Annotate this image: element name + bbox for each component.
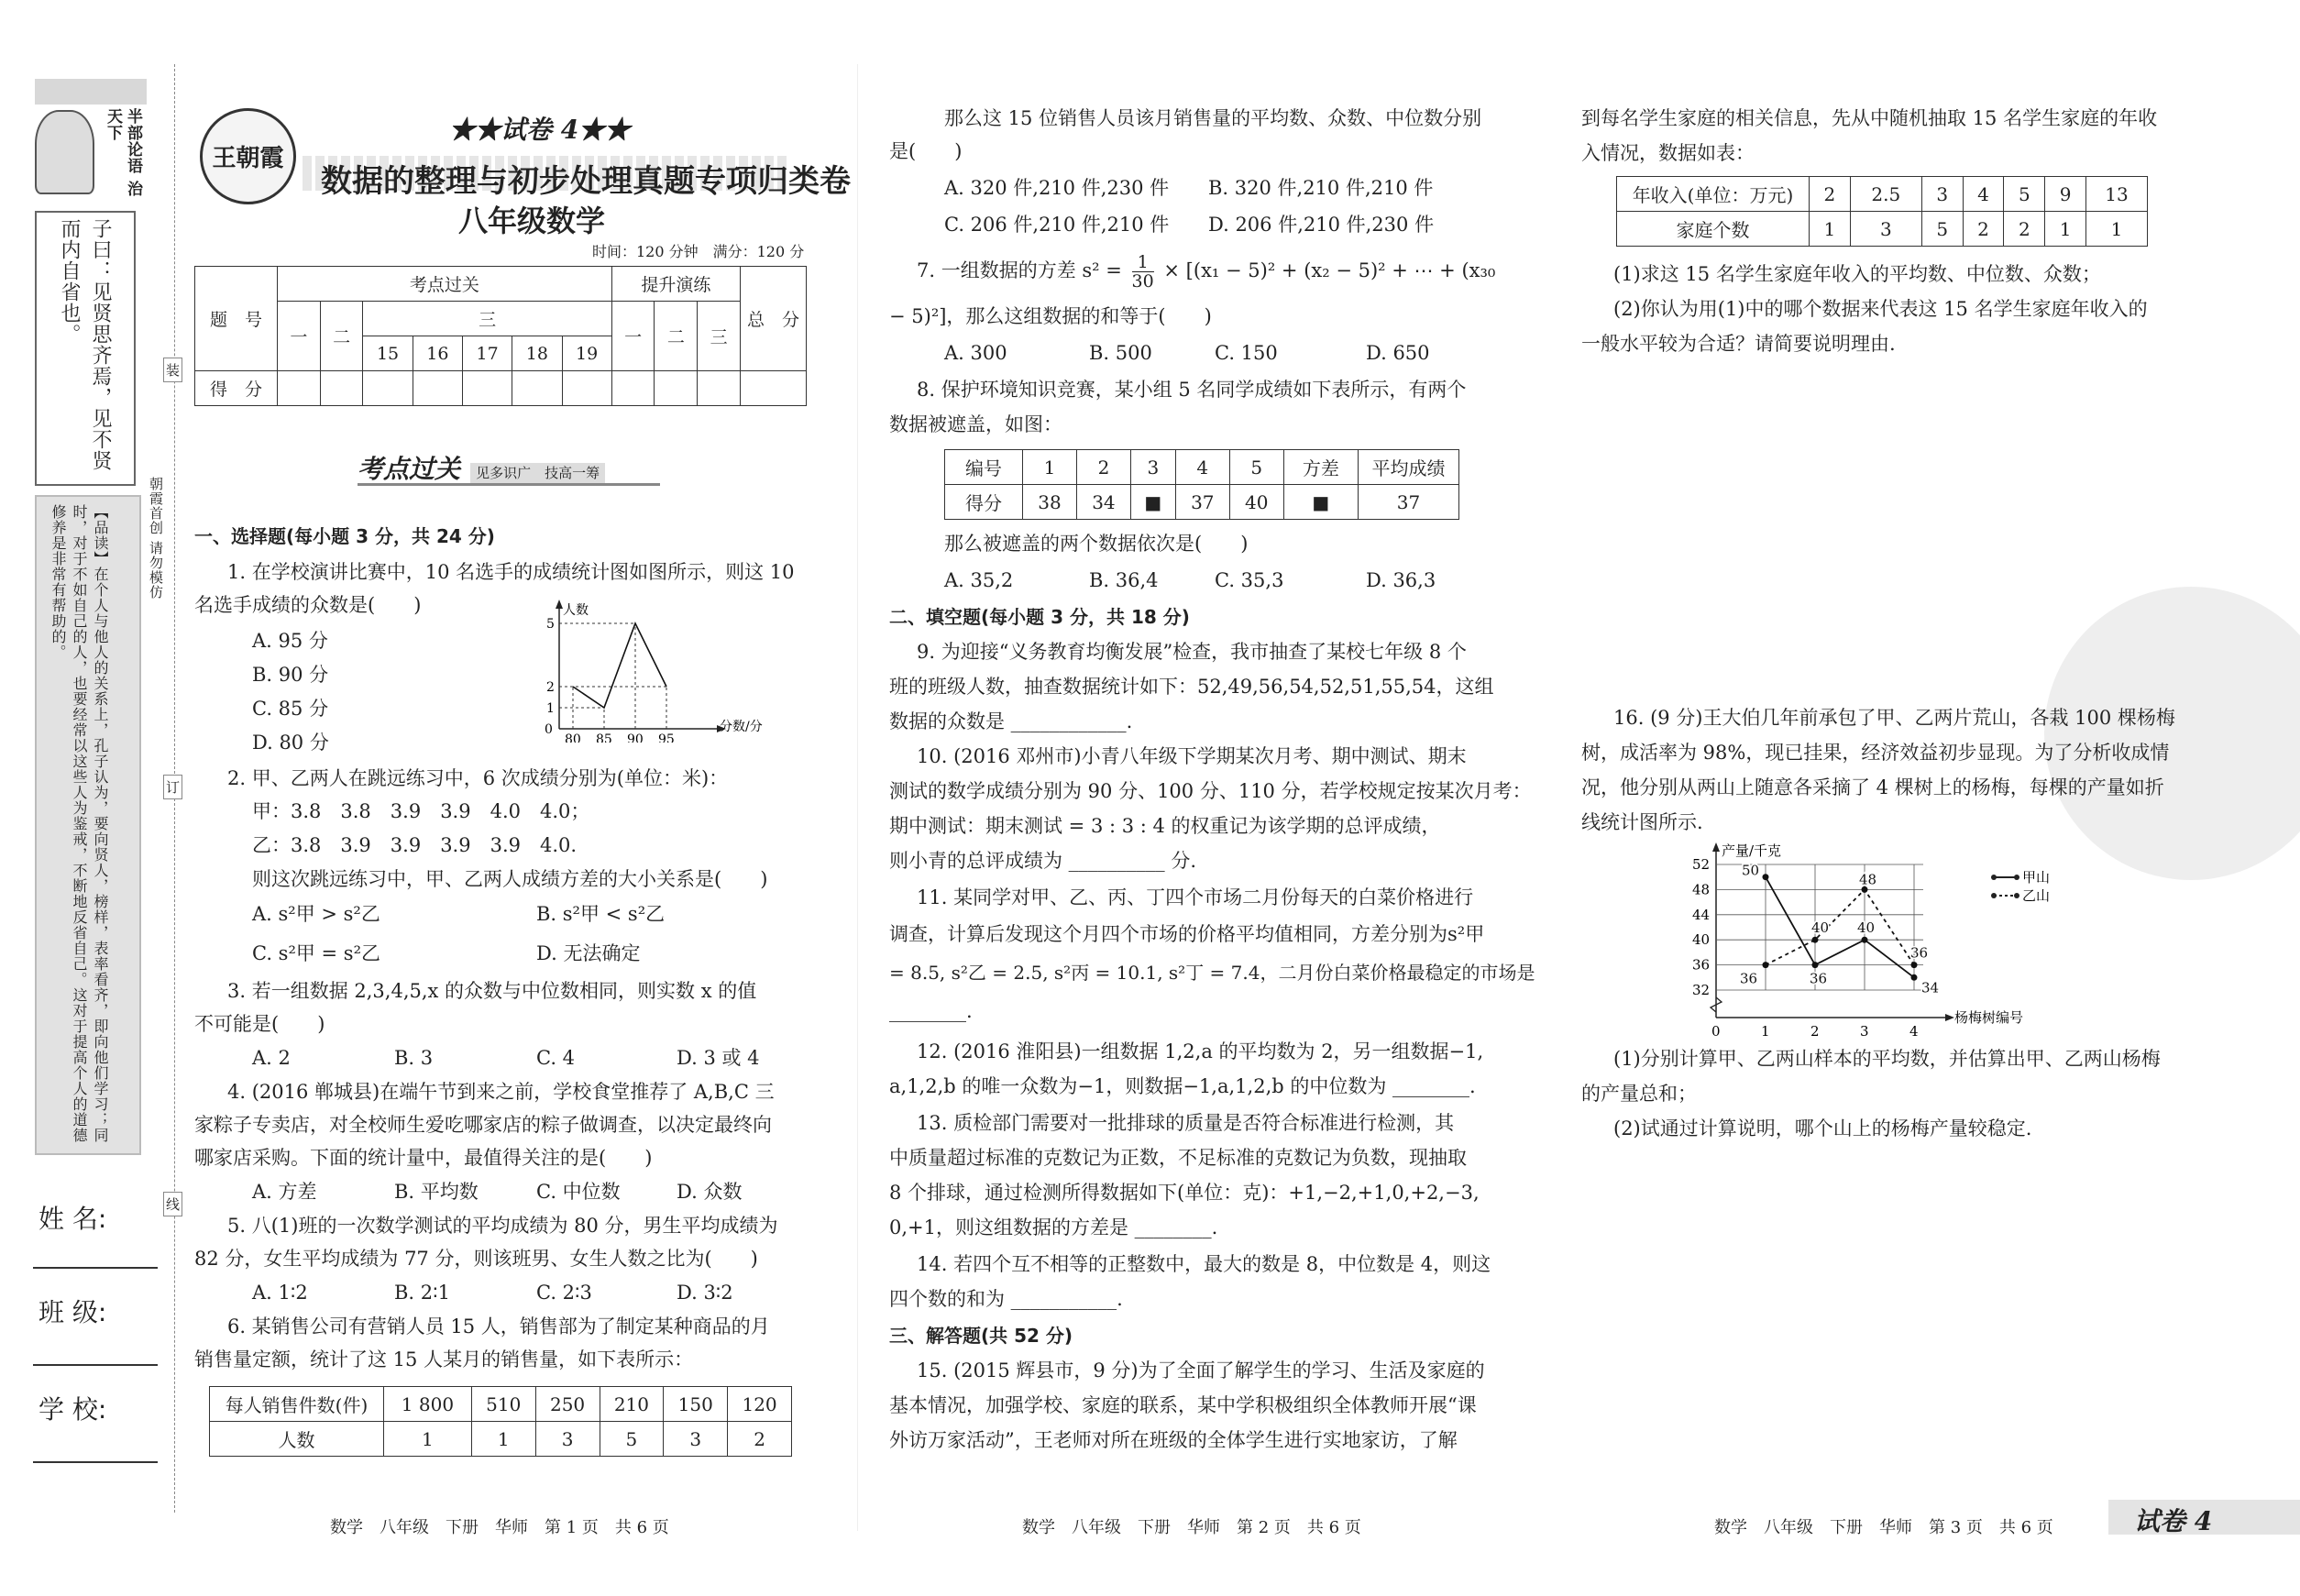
chart2-y-tick: 52 [1692, 856, 1711, 873]
name-field[interactable] [33, 1267, 158, 1269]
q6-option-b[interactable]: B. 320 件,210 件,210 件 [1208, 177, 1434, 199]
footer-tag: 试卷 4 [2134, 1506, 2213, 1536]
q2-ask: 则这次跳远练习中，甲、乙两人成绩方差的大小关系是( ) [252, 868, 768, 890]
cut-line-notice: 朝霞首创 请勿模仿 [148, 477, 164, 600]
q15-income: 3 [1921, 177, 1963, 212]
chart2-data-label: 40 [1811, 919, 1830, 937]
q7-line-1b: × [(x₁ − 5)² + (x₂ − 5)² + ⋯ + (x₃₀ [1163, 259, 1496, 281]
q1-chart [523, 596, 770, 743]
q15-part-1: (1)求这 15 名学生家庭年收入的平均数、中位数、众数； [1613, 263, 2101, 285]
q8-option-a[interactable]: A. 35,2 [944, 569, 1014, 591]
q6-sales-table [209, 1386, 792, 1457]
score-row-label: 得 分 [195, 371, 278, 406]
q2-option-a[interactable]: A. s²甲 > s²乙 [252, 903, 380, 925]
chart2-data-label: 40 [1857, 919, 1876, 937]
q6-sales-value: 210 [600, 1387, 664, 1422]
legend-yi-dot [2014, 893, 2019, 898]
score-col-18: 18 [512, 336, 562, 371]
q1-option-a[interactable]: A. 95 分 [252, 630, 328, 652]
chart1-y-tick: 0 [545, 722, 553, 737]
q15-income: 2.5 [1850, 177, 1921, 212]
fold-mark-1: 装 [163, 358, 182, 382]
q16-part-3: (2)试通过计算说明，哪个山上的杨梅产量较稳定. [1613, 1117, 2032, 1139]
score-cell[interactable] [363, 371, 413, 406]
chart2-data-label: 36 [1740, 970, 1758, 987]
score-col-p1: 一 [611, 302, 655, 371]
q6-sales-value: 250 [535, 1387, 600, 1422]
score-group-kaodian: 考点过关 [278, 267, 612, 302]
q6-count-value: 1 [384, 1422, 472, 1457]
fold-mark-3: 线 [163, 1192, 182, 1216]
q7-option-a[interactable]: A. 300 [944, 342, 1007, 364]
score-total: 总 分 [741, 267, 807, 371]
q16-line-2: 树，成活率为 98%，现已挂果，经济效益初步显现。为了分析收成情 [1581, 742, 2170, 764]
q16-line-1: 16. (9 分)王大伯几年前承包了甲、乙两片荒山，各栽 100 棵杨梅 [1613, 707, 2175, 729]
q3-option-b[interactable]: B. 3 [394, 1047, 434, 1069]
q6-line-3: 那么这 15 位销售人员该月销售量的平均数、众数、中位数分别 [944, 107, 1482, 129]
q6-line-2: 销售量定额，统计了这 15 人某月的销售量，如下表所示： [194, 1348, 694, 1370]
q8-td-hidden: ■ [1130, 485, 1175, 520]
q7-line-2: − 5)²]，那么这组数据的和等于( ) [889, 305, 1212, 327]
q6-option-d[interactable]: D. 206 件,210 件,230 件 [1208, 214, 1435, 236]
q15-count: 2 [1963, 212, 2004, 247]
brand-logo [200, 108, 296, 204]
chart2-data-label: 36 [1810, 970, 1828, 987]
score-cell[interactable] [462, 371, 512, 406]
q8-th: 2 [1076, 450, 1130, 485]
chart1-xlabel: 分数/分 [720, 720, 763, 734]
score-col-15: 15 [363, 336, 413, 371]
chart2-x-tick: 1 [1761, 1023, 1770, 1040]
chart1-y-tick: 2 [546, 680, 555, 695]
q12-line-1: 12. (2016 淮阳县)一组数据 1,2,a 的平均数为 2，另一组数据−1, [917, 1040, 1484, 1062]
name-label: 姓 名: [39, 1204, 107, 1234]
fold-mark-2: 订 [163, 775, 182, 799]
chart2-x-tick: 2 [1810, 1023, 1820, 1040]
chart2-y-arrow [1712, 842, 1720, 852]
chart2-point-yi [1812, 937, 1819, 943]
q1-option-c[interactable]: C. 85 分 [252, 698, 329, 720]
q12-line-2: a,1,2,b 的唯一众数为−1，则数据−1,a,1,2,b 的中位数为 ________. [889, 1075, 1476, 1097]
q15-part-2: (2)你认为用(1)中的哪个数据来代表这 15 名学生家庭年收入的 [1613, 298, 2148, 320]
chart1-x-tick: 80 [565, 732, 581, 743]
q1-stem-2: 名选手成绩的众数是( ) [194, 594, 422, 616]
chart2-point-yi [1911, 962, 1918, 968]
q2-option-d[interactable]: D. 无法确定 [536, 942, 641, 964]
q10-line-3: 期中测试：期末测试 = 3 : 3 : 4 的权重记为该学期的总评成绩， [889, 815, 1441, 837]
class-field[interactable] [33, 1364, 158, 1366]
score-col-p2: 二 [655, 302, 698, 371]
q1-option-d[interactable]: D. 80 分 [252, 732, 329, 754]
score-cell[interactable] [512, 371, 562, 406]
score-cell[interactable] [278, 371, 321, 406]
q15-count: 5 [1921, 212, 1963, 247]
chart2-point-jia [1911, 974, 1918, 981]
score-col-16: 16 [413, 336, 462, 371]
q3-stem-1: 3. 若一组数据 2,3,4,5,x 的众数与中位数相同，则实数 x 的值 [227, 980, 757, 1002]
banner-main: 考点过关 [358, 454, 461, 484]
q4-option-b[interactable]: B. 平均数 [394, 1181, 479, 1203]
chart2-x-tick: 3 [1860, 1023, 1869, 1040]
score-cell[interactable] [741, 371, 807, 406]
q8-th: 1 [1023, 450, 1077, 485]
section-banner [358, 449, 660, 486]
chart2-x-tick: 0 [1711, 1023, 1721, 1040]
chart2-point-jia [1812, 962, 1819, 968]
q8-td: 37 [1175, 485, 1229, 520]
q13-line-2: 中质量超过标准的克数记为正数，不足标准的克数记为负数，现抽取 [889, 1147, 1467, 1169]
q14-line-2: 四个数的和为 ___________. [889, 1288, 1123, 1310]
q10-line-4: 则小青的总评成绩为 __________ 分. [889, 850, 1197, 872]
chart1-x-tick: 95 [658, 732, 675, 743]
q9-line-2: 班的班级人数，抽查数据统计如下：52,49,56,54,52,51,55,54，这组 [889, 676, 1494, 698]
class-label: 班 级: [39, 1297, 107, 1327]
time-score: 时间：120 分钟 满分：120 分 [592, 243, 805, 260]
q8-th: 编号 [945, 450, 1023, 485]
q8-td: 40 [1229, 485, 1283, 520]
q8-td: 得分 [945, 485, 1023, 520]
q6-count-value: 2 [728, 1422, 792, 1457]
q7-option-d[interactable]: D. 650 [1366, 342, 1430, 364]
q6-line-1: 6. 某销售公司有营销人员 15 人，销售部为了制定某种商品的月 [227, 1315, 770, 1337]
q8-th: 方差 [1283, 450, 1358, 485]
q15-count: 2 [2004, 212, 2045, 247]
q15-income: 4 [1963, 177, 2004, 212]
q6-sales-value: 120 [728, 1387, 792, 1422]
q15-count: 3 [1850, 212, 1921, 247]
q15-count: 1 [2045, 212, 2086, 247]
q6-sales-value: 510 [471, 1387, 535, 1422]
q9-line-3: 数据的众数是 ____________. [889, 710, 1133, 732]
brand-logo-text: 王朝霞 [212, 145, 284, 172]
q4-option-a[interactable]: A. 方差 [252, 1181, 317, 1203]
legend-yi-dot [1991, 893, 1997, 898]
chart2-x-arrow [1945, 1014, 1954, 1021]
q13-line-4: 0,+1，则这组数据的方差是 ________. [889, 1216, 1218, 1238]
q4-line-1: 4. (2016 郸城县)在端午节到来之前，学校食堂推荐了 A,B,C 三 [227, 1081, 775, 1103]
score-col-19: 19 [562, 336, 611, 371]
score-col-2: 二 [320, 302, 363, 371]
q8-td: 34 [1076, 485, 1130, 520]
q5-option-b[interactable]: B. 2∶1 [394, 1282, 450, 1304]
q2-yi: 乙：3.8 3.9 3.9 3.9 3.9 4.0. [252, 834, 578, 856]
score-col-3: 三 [363, 302, 611, 336]
q8-score-table [944, 449, 1459, 520]
q6-option-c[interactable]: C. 206 件,210 件,210 件 [944, 214, 1170, 236]
q2-option-b[interactable]: B. s²甲 < s²乙 [536, 903, 666, 925]
paper-number: ★★试卷 4★★ [449, 115, 631, 145]
q1-option-b[interactable]: B. 90 分 [252, 664, 329, 686]
score-cell[interactable] [320, 371, 363, 406]
school-field[interactable] [33, 1461, 158, 1463]
q16-part-1: (1)分别计算甲、乙两山样本的平均数，并估算出甲、乙两山杨梅 [1613, 1048, 2161, 1070]
q6-count-value: 5 [600, 1422, 664, 1457]
q15-count: 1 [2086, 212, 2148, 247]
q1-stem-1: 1. 在学校演讲比赛中，10 名选手的成绩统计图如图所示，则这 10 [227, 561, 795, 583]
q8-td: 38 [1023, 485, 1077, 520]
score-cell[interactable] [562, 371, 611, 406]
q8-td-hidden: ■ [1283, 485, 1358, 520]
chart2-point-jia [1862, 937, 1868, 943]
q5-option-d[interactable]: D. 3∶2 [677, 1282, 733, 1304]
chart2-y-tick: 44 [1692, 906, 1711, 923]
q15-line-3: 外访万家活动”，王老师对所在班级的全体学生进行实地家访，了解 [889, 1429, 1458, 1451]
q6-count-value: 3 [535, 1422, 600, 1457]
q8-option-b[interactable]: B. 36,4 [1089, 569, 1159, 591]
q15-income: 9 [2045, 177, 2086, 212]
q11-line-4: ________. [889, 1000, 973, 1022]
q7-frac-den: 30 [1131, 271, 1154, 292]
chart2-y-tick: 36 [1692, 956, 1711, 974]
q7-line-1a: 7. 一组数据的方差 s² = [917, 259, 1128, 281]
q16-line-3: 况，他分别从两山上随意各采摘了 4 棵树上的杨梅，每棵的产量如折 [1581, 776, 2164, 798]
q8-th: 3 [1130, 450, 1175, 485]
legend-yi: 乙山 [2022, 887, 2051, 904]
q15-income: 13 [2086, 177, 2148, 212]
q15-line-1: 15. (2015 辉县市，9 分)为了全面了解学生的学习、生活及家庭的 [917, 1359, 1485, 1381]
chart1-x-tick: 90 [627, 732, 644, 743]
score-cell[interactable] [611, 371, 655, 406]
q11-line-3: = 8.5, s²乙 = 2.5, s²丙 = 10.1, s²丁 = 7.4，二月份白菜价格最稳定的市场是 [889, 962, 1535, 984]
q5-line-2: 82 分，女生平均成绩为 77 分，则该班男、女生人数之比为( ) [194, 1248, 758, 1270]
q6-sales-value: 150 [664, 1387, 728, 1422]
chart2-ylabel: 产量/千克 [1722, 842, 1782, 859]
chart1-y-arrow [556, 600, 563, 609]
q8-line-2: 数据被遮盖，如图： [889, 413, 1062, 435]
q8-option-d[interactable]: D. 36,3 [1366, 569, 1436, 591]
q9-line-1: 9. 为迎接“义务教育均衡发展”检查，我市抽查了某校七年级 8 个 [917, 641, 1467, 663]
score-group-tisheng: 提升演练 [611, 267, 740, 302]
score-cell[interactable] [413, 371, 462, 406]
score-cell[interactable] [698, 371, 741, 406]
q4-line-3: 哪家店采购。下面的统计量中，最值得关注的是( ) [194, 1147, 653, 1169]
score-col-1: 一 [278, 302, 321, 371]
motto-title: 半部论语 治天下 [104, 108, 142, 197]
q15-part-3: 一般水平较为合适？请简要说明理由. [1581, 333, 1896, 355]
q4-option-d[interactable]: D. 众数 [677, 1181, 743, 1203]
q5-line-1: 5. 八(1)班的一次数学测试的平均成绩为 80 分，男生平均成绩为 [227, 1215, 778, 1237]
q2-option-c[interactable]: C. s²甲 = s²乙 [252, 942, 381, 964]
chart1-ylabel: 人数 [563, 603, 589, 618]
q3-option-d[interactable]: D. 3 或 4 [677, 1047, 760, 1069]
q2-stem: 2. 甲、乙两人在跳远练习中，6 次成绩分别为(单位：米)： [227, 767, 729, 789]
paper-subtitle: 八年级数学 [458, 204, 606, 238]
q2-jia: 甲：3.8 3.8 3.9 3.9 4.0 4.0； [252, 800, 590, 822]
q3-option-a[interactable]: A. 2 [252, 1047, 291, 1069]
q15-header-income: 年收入(单位：万元) [1617, 177, 1810, 212]
q15-line-4: 到每名学生家庭的相关信息，先从中随机抽取 15 名学生家庭的年收 [1581, 107, 2158, 129]
side-bar-gray [35, 79, 147, 105]
chart2-data-label: 36 [1910, 944, 1929, 962]
chart2-y-tick: 48 [1692, 881, 1711, 898]
q4-line-2: 家粽子专卖店，对全校师生爱吃哪家店的粽子做调查，以决定最终向 [194, 1114, 772, 1136]
q14-line-1: 14. 若四个互不相等的正整数中，最大的数是 8，中位数是 4，则这 [917, 1253, 1491, 1275]
q15-income-table [1616, 176, 2148, 247]
q6-option-a[interactable]: A. 320 件,210 件,230 件 [944, 177, 1170, 199]
q13-line-1: 13. 质检部门需要对一批排球的质量是否符合标准进行检测，其 [917, 1112, 1455, 1134]
chart2-point-jia [1763, 874, 1769, 880]
chart2-series-yi-line [1766, 889, 1914, 964]
score-table [194, 266, 807, 406]
q8-line-3: 那么被遮盖的两个数据依次是( ) [944, 533, 1249, 555]
section-2-title: 二、填空题(每小题 3 分，共 18 分) [889, 606, 1190, 628]
school-label: 学 校: [39, 1394, 107, 1425]
score-cell[interactable] [655, 371, 698, 406]
chart1-y-tick: 1 [546, 701, 555, 716]
section-1-title: 一、选择题(每小题 3 分，共 24 分) [194, 525, 495, 547]
q7-option-b[interactable]: B. 500 [1089, 342, 1152, 364]
chart1-x-tick: 85 [596, 732, 612, 743]
q7-option-c[interactable]: C. 150 [1215, 342, 1278, 364]
q7-frac-num: 1 [1132, 253, 1154, 272]
q8-th: 5 [1229, 450, 1283, 485]
q6-count-value: 1 [471, 1422, 535, 1457]
q5-option-c[interactable]: C. 2∶3 [536, 1282, 592, 1304]
q16-line-4: 线统计图所示. [1581, 811, 1703, 833]
q11-line-1: 11. 某同学对甲、乙、丙、丁四个市场二月份每天的白菜价格进行 [917, 886, 1474, 908]
chart2-data-label: 34 [1921, 979, 1940, 996]
q8-td: 37 [1359, 485, 1459, 520]
q3-option-c[interactable]: C. 4 [536, 1047, 576, 1069]
q3-stem-2: 不可能是( ) [194, 1013, 325, 1035]
chart2-data-label: 48 [1859, 871, 1877, 888]
q15-income: 2 [1810, 177, 1851, 212]
q10-line-1: 10. (2016 邓州市)小青八年级下学期某次月考、期中测试、期末 [917, 745, 1467, 767]
q7-line-1 [917, 253, 1495, 291]
footer-page-1: 数学 八年级 下册 华师 第 1 页 共 6 页 [330, 1518, 669, 1537]
q5-option-a[interactable]: A. 1∶2 [252, 1282, 308, 1304]
pindu-text: 【品读】在个人与他人的关系上，孔子认为，要向贤人，榜样，表率看齐，即向他们学习；同时，对于不如自己的人，也要经常以这些人为鉴戒，不断地反省自己。这对于提高个人的道德修养是非常有帮助的。 [50, 504, 109, 1143]
q8-th: 4 [1175, 450, 1229, 485]
sage-portrait [35, 110, 94, 194]
q16-chart [1668, 839, 2063, 1040]
chart1-y-tick: 5 [546, 617, 555, 632]
chart2-x-tick: 4 [1909, 1023, 1919, 1040]
score-table-q-header: 题 号 [195, 267, 278, 371]
q6-count-value: 3 [664, 1422, 728, 1457]
q6-line-4: 是( ) [889, 140, 963, 162]
q15-count: 1 [1810, 212, 1851, 247]
chart2-y-tick: 32 [1692, 982, 1711, 998]
chart2-series-jia-line [1766, 877, 1914, 978]
score-col-p3: 三 [698, 302, 741, 371]
q15-income: 5 [2004, 177, 2045, 212]
score-col-17: 17 [462, 336, 512, 371]
q10-line-2: 测试的数学成绩分别为 90 分、100 分、110 分，若学校规定按某次月考： [889, 780, 1532, 802]
q7-fraction [1132, 253, 1154, 291]
q13-line-3: 8 个排球，通过检测所得数据如下(单位：克)：+1,−2,+1,0,+2,−3, [889, 1182, 1480, 1204]
footer-page-2: 数学 八年级 下册 华师 第 2 页 共 6 页 [1022, 1518, 1361, 1537]
q15-line-5: 入情况，数据如表： [1581, 142, 1755, 164]
q8-line-1: 8. 保护环境知识竞赛，某小组 5 名同学成绩如下表所示，有两个 [917, 379, 1467, 401]
chart1-series-line [573, 623, 666, 708]
q8-th: 平均成绩 [1359, 450, 1459, 485]
confucius-quote: 子曰：见贤思齐焉，见不贤而内自省也。 [58, 218, 112, 471]
q16-part-2: 的产量总和； [1581, 1083, 1697, 1105]
q4-option-c[interactable]: C. 中位数 [536, 1181, 621, 1203]
legend-jia: 甲山 [2022, 869, 2051, 886]
q15-header-count: 家庭个数 [1617, 212, 1810, 247]
chart2-y-tick: 40 [1692, 931, 1711, 949]
footer-page-3: 数学 八年级 下册 华师 第 3 页 共 6 页 [1714, 1518, 2053, 1537]
q15-line-2: 基本情况，加强学校、家庭的联系，某中学积极组织全体教师开展“课 [889, 1394, 1477, 1416]
chart2-point-yi [1763, 962, 1769, 968]
section-3-title: 三、解答题(共 52 分) [889, 1325, 1073, 1347]
chart2-xlabel: 杨梅树编号 [1954, 1009, 2024, 1026]
banner-sub: 见多识广 技高一筹 [470, 463, 605, 483]
legend-jia-dot [2014, 875, 2019, 880]
q11-line-2: 调查，计算后发现这个月四个市场的价格平均值相同，方差分别为s²甲 [889, 923, 1485, 945]
q8-option-c[interactable]: C. 35,3 [1215, 569, 1284, 591]
q6-header-sales: 每人销售件数(件) [210, 1387, 384, 1422]
q6-sales-value: 1 800 [384, 1387, 472, 1422]
page-divider-1 [857, 64, 858, 1531]
chart2-data-label: 50 [1742, 862, 1760, 879]
q6-header-count: 人数 [210, 1422, 384, 1457]
legend-jia-dot [1991, 875, 1997, 880]
paper-title: 数据的整理与初步处理真题专项归类卷 [321, 163, 851, 200]
